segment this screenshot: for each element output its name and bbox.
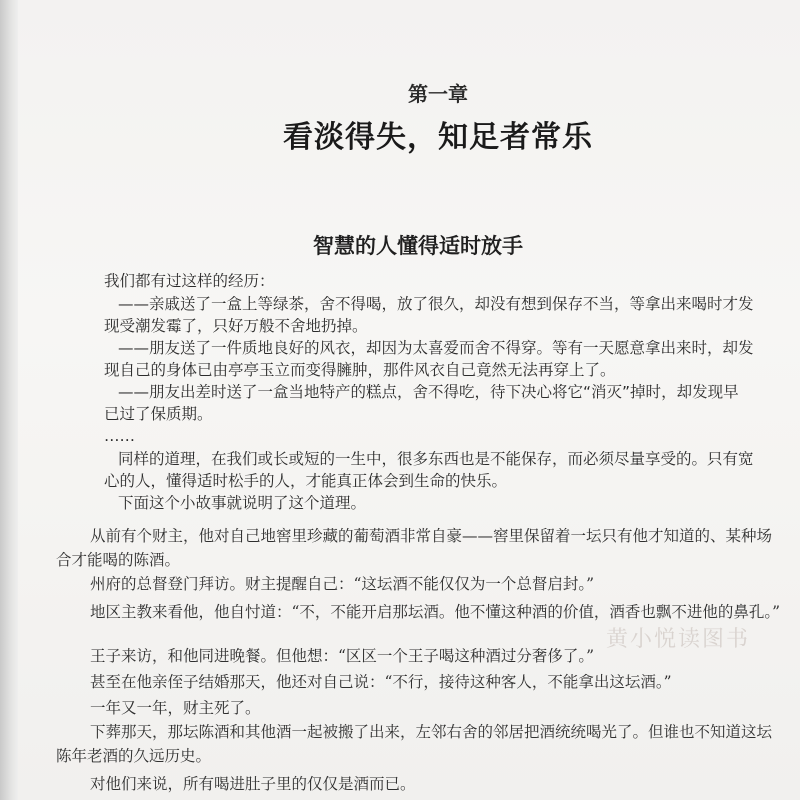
story-paragraph: 对他们来说，所有喝进肚子里的仅仅是酒而已。 [90,775,416,793]
section-title: 智慧的人懂得适时放手 [313,234,523,258]
store-watermark: 黄小悦读图书 [605,627,750,652]
chapter-title: 看淡得失，知足者常乐 [283,120,593,155]
story-paragraph: 一年又一年，财主死了。 [90,699,261,717]
story-paragraph: 州府的总督登门拜访。财主提醒自己：“这坛酒不能仅仅为一个总督启封。” [90,575,595,593]
paragraph: 同样的道理，在我们或长或短的一生中，很多东西也是不能保存，而必须尽量享受的。只有宽心的人，懂得适时松手的人，才能真正体会到生命的快乐。 [104,450,754,490]
book-spine-shadow [0,0,18,800]
story-paragraph: 王子来访，和他同进晚餐。但他想：“区区一个王子喝这种酒过分奢侈了。” [90,647,595,665]
paragraph: ——亲戚送了一盒上等绿茶，舍不得喝，放了很久，却没有想到保存不当，等拿出来喝时才发现受潮发霉了，只好万般不舍地扔掉。 [104,295,754,335]
chapter-number: 第一章 [408,82,468,106]
story-paragraph: 地区主教来看他，他自忖道：“不，不能开启那坛酒。他不懂这种酒的价值，酒香也飘不进他的鼻孔。” [90,603,781,621]
paragraph: 下面这个小故事就说明了这个道理。 [118,494,367,512]
paragraph: ——朋友送了一件质地良好的风衣，却因为太喜爱而舍不得穿。等有一天愿意拿出来时，却发现自己的身体已由亭亭玉立而变得臃肿，那件风衣自己竟然无法再穿上了。 [104,339,754,379]
paragraph: 我们都有过这样的经历： [104,272,275,290]
ellipsis: …… [104,427,135,445]
paragraph: ——朋友出差时送了一盒当地特产的糕点，舍不得吃，待下决心将它“消灭”掉时，却发现早已过了保质期。 [104,383,739,423]
story-paragraph: 从前有个财主，他对自己地窖里珍藏的葡萄酒非常自豪——窖里保留着一坛只有他才知道的、某种场合才能喝的陈酒。 [56,527,773,569]
story-paragraph: 甚至在他亲侄子结婚那天，他还对自己说：“不行，接待这种客人，不能拿出这坛酒。” [90,673,672,691]
book-page [18,0,800,800]
story-paragraph: 下葬那天，那坛陈酒和其他酒一起被搬了出来，左邻右舍的邻居把酒统统喝光了。但谁也不知道这坛陈年老酒的久远历史。 [56,723,773,765]
